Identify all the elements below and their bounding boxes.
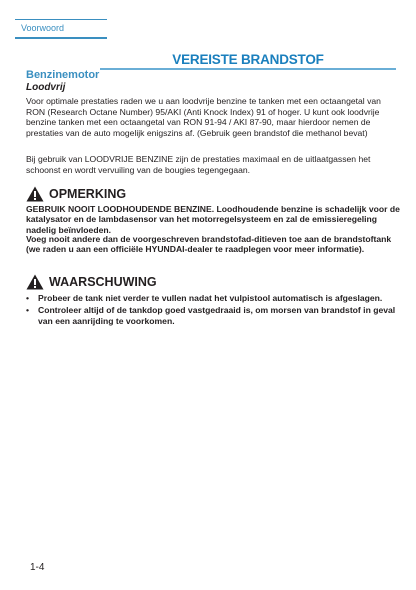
notice-label: OPMERKING [49, 187, 127, 201]
body-paragraph-2: Bij gebruik van LOODVRIJE BENZINE zijn de prestaties maximaal en de uitlaatgassen het schoonst en wordt vervuiling van de bougies tegengegaan. [26, 154, 371, 175]
header-divider [15, 37, 107, 39]
warning-header [26, 273, 157, 291]
page-number: 1-4 [30, 562, 45, 573]
list-item [26, 305, 400, 326]
warning-triangle-icon [26, 186, 44, 202]
bullet-mark: • [26, 305, 30, 316]
sub-heading: Loodvrij [26, 82, 66, 93]
warning-label: WAARSCHUWING [49, 275, 157, 289]
warning-item-text: Probeer de tank niet verder te vullen nadat het vulpistool automatisch is afgeslagen. [38, 293, 383, 303]
title-divider [100, 68, 396, 70]
body-paragraph-1: Voor optimale prestaties raden we u aan loodvrije benzine te tanken met een octaangetal van RON (Research Octane Number) 95/AKI (Anti Knock Index) 91 of hoger. U kunt ook loodvrije benzine tanken met een octaangetal van RON 91-94 / AKI 87-90, maar hierdoor nemen de prestaties van de auto mogelijk enigszins af. (Gebruik geen brandstof die methanol bevat) [26, 96, 381, 138]
warning-list [26, 293, 400, 328]
warning-item-text: Controleer altijd of de tankdop goed vastgedraaid is, om morsen van brandstof in geval van een aanrijding te voorkomen. [38, 305, 396, 326]
notice-paragraph-1: GEBRUIK NOOIT LOODHOUDENDE BENZINE. Loodhoudende benzine is schadelijk voor de katalysator en de lambdasensor van het motorregelsysteem en zal de emissieregeling nadelig beïnvloeden. [26, 204, 400, 235]
page-title: VEREISTE BRANDSTOF [172, 52, 324, 67]
bullet-mark: • [26, 293, 30, 303]
section-heading: Benzinemotor [26, 69, 100, 81]
header-section-label: Voorwoord [21, 23, 65, 33]
list-item [26, 293, 400, 303]
notice-header [26, 185, 126, 203]
warning-triangle-icon [26, 274, 44, 290]
notice-paragraph-2: Voeg nooit andere dan de voorgeschreven brandstofad-ditieven toe aan de brandstoftank (we raden u aan een officiële HYUNDAI-dealer te raadplegen voor meer informatie). [26, 234, 392, 255]
